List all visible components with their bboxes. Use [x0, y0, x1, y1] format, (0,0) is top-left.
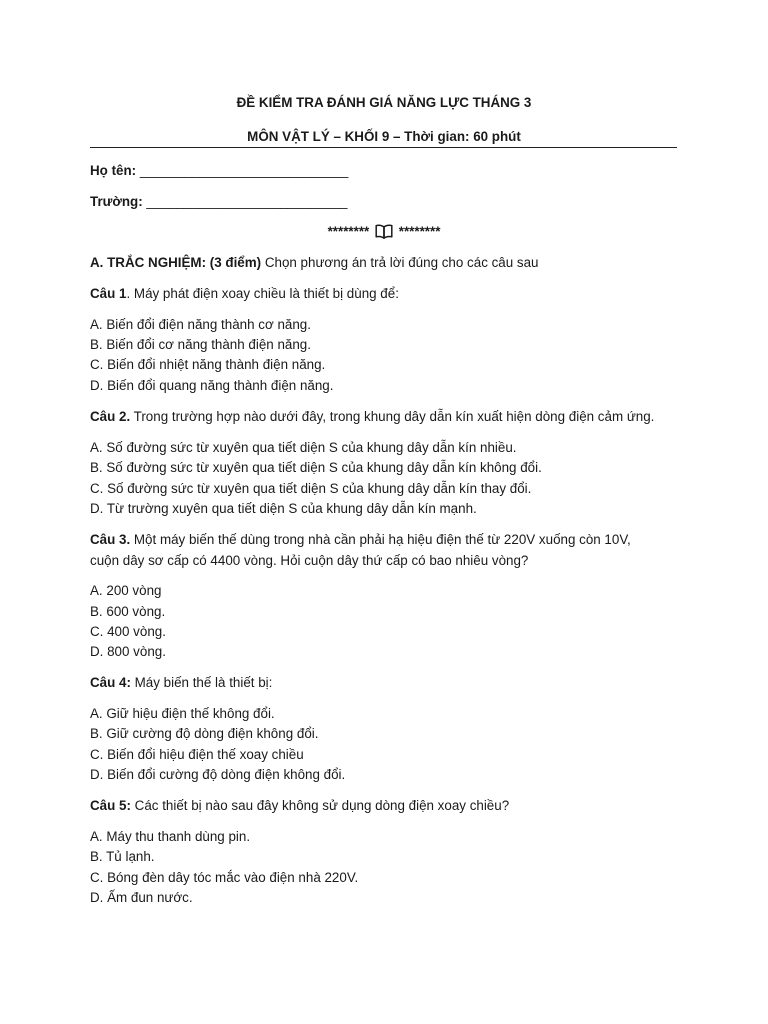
question-label: Câu 5: [90, 798, 131, 813]
answer-option: B. 600 vòng. [90, 604, 166, 619]
section-a-instruction: Chọn phương án trả lời đúng cho các câu sau [261, 255, 539, 270]
answer-option: B. Biến đổi cơ năng thành điện năng. [90, 337, 311, 352]
question-5-stem [90, 797, 509, 815]
answer-option: A. Số đường sức từ xuyên qua tiết diện S của khung dây dẫn kín nhiều. [90, 440, 517, 455]
answer-option: D. 800 vòng. [90, 644, 166, 659]
school-label: Trường: [90, 194, 143, 209]
open-book-icon [375, 224, 393, 239]
answer-option: B. Số đường sức từ xuyên qua tiết diện S của khung dây dẫn kín không đổi. [90, 460, 542, 475]
question-text: Máy biến thế là thiết bị: [130, 675, 273, 690]
answer-option: A. Biến đổi điện năng thành cơ năng. [90, 317, 311, 332]
question-text: Các thiết bị nào sau đây không sử dụng dòng điện xoay chiều? [130, 798, 510, 813]
question-label: Câu 4: [90, 675, 131, 690]
question-2-stem [90, 408, 654, 426]
school-row [90, 193, 348, 211]
answer-option: C. Biến đổi hiệu điện thế xoay chiều [90, 747, 304, 762]
exam-title: ĐỀ KIỂM TRA ĐÁNH GIÁ NĂNG LỰC THÁNG 3 [236, 95, 532, 110]
student-name-row [90, 162, 348, 180]
question-text: . Máy phát điện xoay chiều là thiết bị dùng để: [126, 286, 399, 301]
answer-option: D. Từ trường xuyên qua tiết diện S của khung dây dẫn kín mạnh. [90, 501, 477, 516]
answer-option: C. Bóng đèn dây tóc mắc vào điện nhà 220V. [90, 870, 359, 885]
answer-option: C. 400 vòng. [90, 624, 166, 639]
answer-option: D. Biến đổi quang năng thành điện năng. [90, 378, 334, 393]
header-rule [90, 147, 677, 148]
section-divider [0, 223, 768, 241]
answer-option: A. Máy thu thanh dùng pin. [90, 829, 251, 844]
question-4-stem [90, 674, 272, 692]
question-label: Câu 1 [90, 286, 127, 301]
name-label: Họ tên: [90, 163, 137, 178]
question-label: Câu 2. [90, 409, 131, 424]
question-3-stem [90, 531, 631, 549]
answer-option: C. Số đường sức từ xuyên qua tiết diện S của khung dây dẫn kín thay đổi. [90, 481, 532, 496]
answer-option: D. Biến đổi cường độ dòng điện không đổi. [90, 767, 346, 782]
question-3-stem-continued: cuộn dây sơ cấp có 4400 vòng. Hỏi cuộn dây thứ cấp có bao nhiêu vòng? [90, 553, 529, 568]
answer-option: A. 200 vòng [90, 583, 162, 598]
section-a-title: A. TRẮC NGHIỆM: (3 điểm) [90, 255, 262, 270]
school-blank: ___________________________ [146, 194, 348, 209]
name-blank: ____________________________ [139, 163, 349, 178]
question-1-stem [90, 285, 399, 303]
section-a-heading [90, 254, 539, 272]
divider-stars-left: ******** [327, 224, 370, 239]
divider-stars-right: ******** [398, 224, 441, 239]
answer-option: B. Tủ lạnh. [90, 849, 155, 864]
question-label: Câu 3. [90, 532, 131, 547]
answer-option: B. Giữ cường độ dòng điện không đổi. [90, 726, 319, 741]
exam-subtitle: MÔN VẬT LÝ – KHỐI 9 – Thời gian: 60 phút [247, 129, 521, 144]
answer-option: D. Ấm đun nước. [90, 890, 193, 905]
question-text: Một máy biến thế dùng trong nhà cần phải hạ hiệu điện thế từ 220V xuống còn 10V, [130, 532, 631, 547]
answer-option: A. Giữ hiệu điện thế không đổi. [90, 706, 275, 721]
question-text: Trong trường hợp nào dưới đây, trong khung dây dẫn kín xuất hiện dòng điện cảm ứng. [130, 409, 655, 424]
answer-option: C. Biến đổi nhiệt năng thành điện năng. [90, 357, 326, 372]
